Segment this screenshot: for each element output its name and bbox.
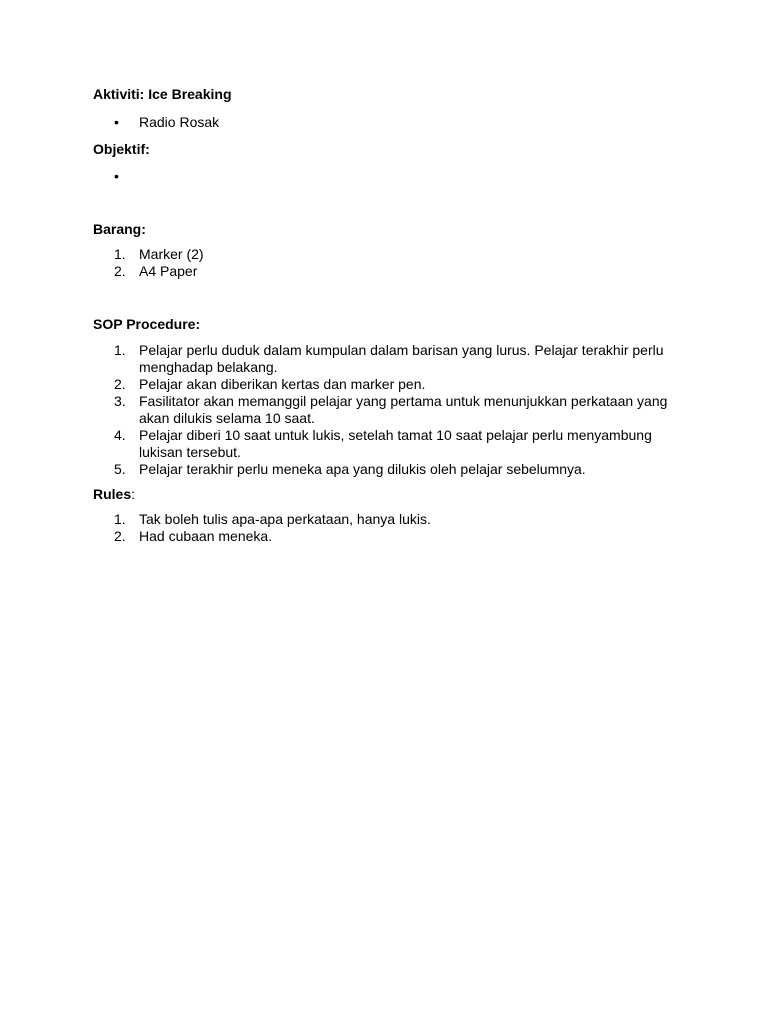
list-item: • Radio Rosak [114, 114, 220, 130]
list-number: 2. [114, 263, 126, 279]
list-number: 1. [114, 342, 126, 358]
list-number: 1. [114, 511, 126, 527]
items-list [0, 246, 684, 280]
list-item: 2. A4 Paper [114, 263, 198, 279]
rules-heading: Rules: [93, 486, 136, 502]
bullet-icon: • [114, 114, 119, 130]
list-item: 4. Pelajar diberi 10 saat untuk lukis, setelah tamat 10 saat pelajar perlu menyambung lukisan tersebut. [114, 427, 652, 460]
objective-heading: Objektif: [93, 141, 150, 157]
list-item: 2. Had cubaan meneka. [114, 528, 273, 544]
list-number: 5. [114, 461, 126, 477]
list-number: 1. [114, 246, 126, 262]
list-number: 4. [114, 427, 126, 443]
rules-list [0, 511, 684, 545]
list-item: 2. Pelajar akan diberikan kertas dan marker pen. [114, 376, 426, 392]
list-item: 5. Pelajar terakhir perlu meneka apa yang dilukis oleh pelajar sebelumnya. [114, 461, 586, 477]
list-number: 3. [114, 393, 126, 409]
bullet-icon: • [114, 168, 119, 184]
procedure-list [0, 342, 684, 478]
procedure-heading: SOP Procedure: [93, 316, 201, 332]
activity-heading: Aktiviti: Ice Breaking [93, 86, 232, 102]
list-item: 1. Tak boleh tulis apa-apa perkataan, hanya lukis. [114, 511, 431, 527]
list-number: 2. [114, 528, 126, 544]
list-item: 1. Pelajar perlu duduk dalam kumpulan dalam barisan yang lurus. Pelajar terakhir perlu menghadap belakang. [114, 342, 664, 375]
list-item: 3. Fasilitator akan memanggil pelajar yang pertama untuk menunjukkan perkataan yang akan dilukis selama 10 saat. [114, 393, 668, 426]
list-number: 2. [114, 376, 126, 392]
list-item: 1. Marker (2) [114, 246, 204, 262]
activity-list [0, 114, 684, 131]
items-heading: Barang: [93, 221, 146, 237]
